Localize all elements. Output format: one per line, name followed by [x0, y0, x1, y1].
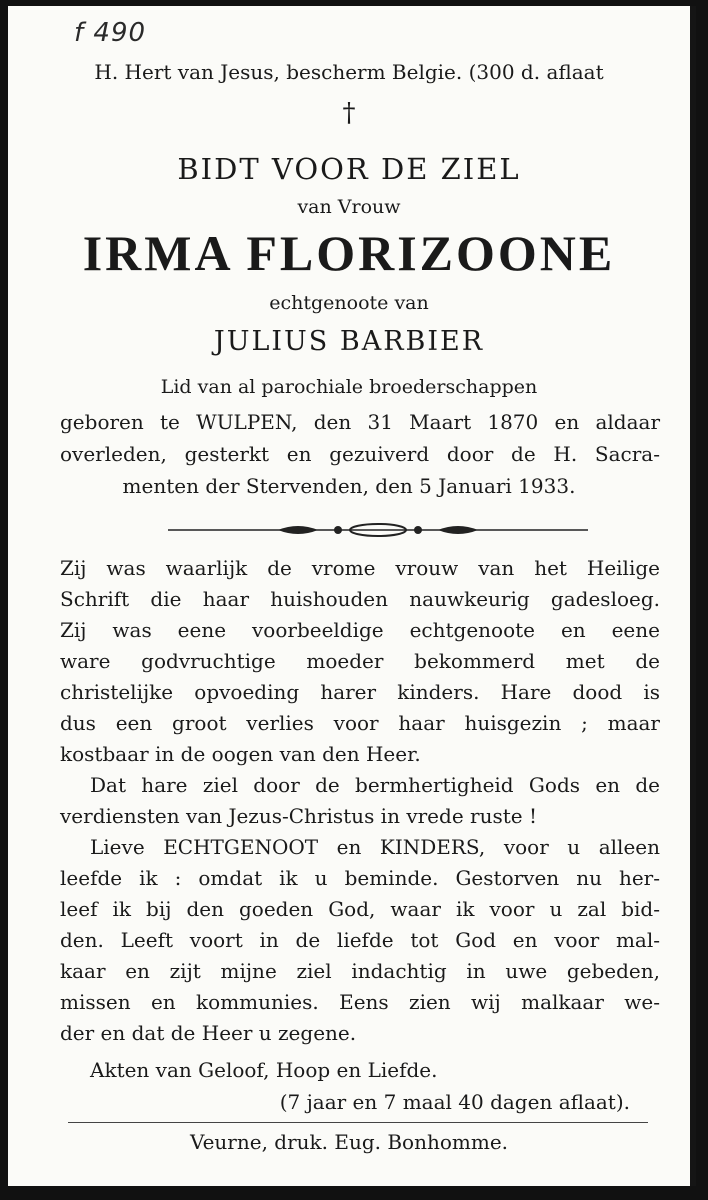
- cross-icon: †: [342, 98, 356, 128]
- body-line: Schrift die haar huishouden nauwkeurig gadesloeg.: [60, 587, 660, 611]
- body-line: der en dat de Heer u zegene.: [60, 1021, 357, 1045]
- header-prayer: H. Hert van Jesus, bescherm Belgie. (300 d. aflaat: [94, 60, 604, 84]
- info-line: overleden, gesterkt en gezuiverd door de H. Sacra-: [60, 442, 660, 466]
- body-line: kaar en zijt mijne ziel indachtig in uwe gebeden,: [60, 959, 660, 983]
- body-line: missen en kommunies. Eens zien wij malkaar we-: [60, 990, 660, 1014]
- printer-credit: Veurne, druk. Eug. Bonhomme.: [189, 1130, 509, 1154]
- body-line: verdiensten van Jezus-Christus in vrede ruste !: [60, 804, 537, 828]
- body-line: den. Leeft voort in de liefde tot God en voor mal-: [60, 928, 660, 952]
- body-line: Dat hare ziel door de bermhertigheid Gods en de: [90, 773, 660, 797]
- info-line: geboren te WULPEN, den 31 Maart 1870 en aldaar: [60, 410, 660, 434]
- indulgence-line: (7 jaar en 7 maal 40 dagen aflaat).: [279, 1090, 630, 1114]
- acts-of-faith-line: Akten van Geloof, Hoop en Liefde.: [90, 1058, 438, 1082]
- memorial-card: [8, 6, 696, 1186]
- spouse-name: JULIUS BARBIER: [213, 326, 485, 357]
- body-line: Zij was waarlijk de vrome vrouw van het Heilige: [60, 556, 660, 580]
- body-line: dus een groot verlies voor haar huisgezin ; maar: [60, 711, 660, 735]
- body-line: christelijke opvoeding harer kinders. Hare dood is: [60, 680, 660, 704]
- body-line: leef ik bij den goeden God, waar ik voor u zal bid-: [60, 897, 660, 921]
- body-line: Lieve ECHTGENOOT en KINDERS, voor u alleen: [90, 835, 660, 859]
- info-line: menten der Stervenden, den 5 Januari 1933.: [122, 474, 576, 498]
- body-line: leefde ik : omdat ik u beminde. Gestorven nu her-: [60, 866, 660, 890]
- body-line: kostbaar in de oogen van den Heer.: [60, 742, 421, 766]
- deceased-name: IRMA FLORIZOONE: [82, 225, 616, 281]
- card-title: BIDT VOOR DE ZIEL: [177, 152, 521, 186]
- body-line: ware godvruchtige moeder bekommerd met de: [60, 649, 660, 673]
- card-subtitle: van Vrouw: [297, 196, 401, 218]
- footer-divider: [68, 1122, 648, 1123]
- info-line: Lid van al parochiale broederschappen: [160, 376, 538, 398]
- ornamental-divider-icon: [168, 520, 588, 540]
- handwritten-reference: f 490: [74, 18, 147, 48]
- spouse-intro: echtgenoote van: [269, 292, 429, 314]
- body-line: Zij was eene voorbeeldige echtgenoote en eene: [60, 618, 660, 642]
